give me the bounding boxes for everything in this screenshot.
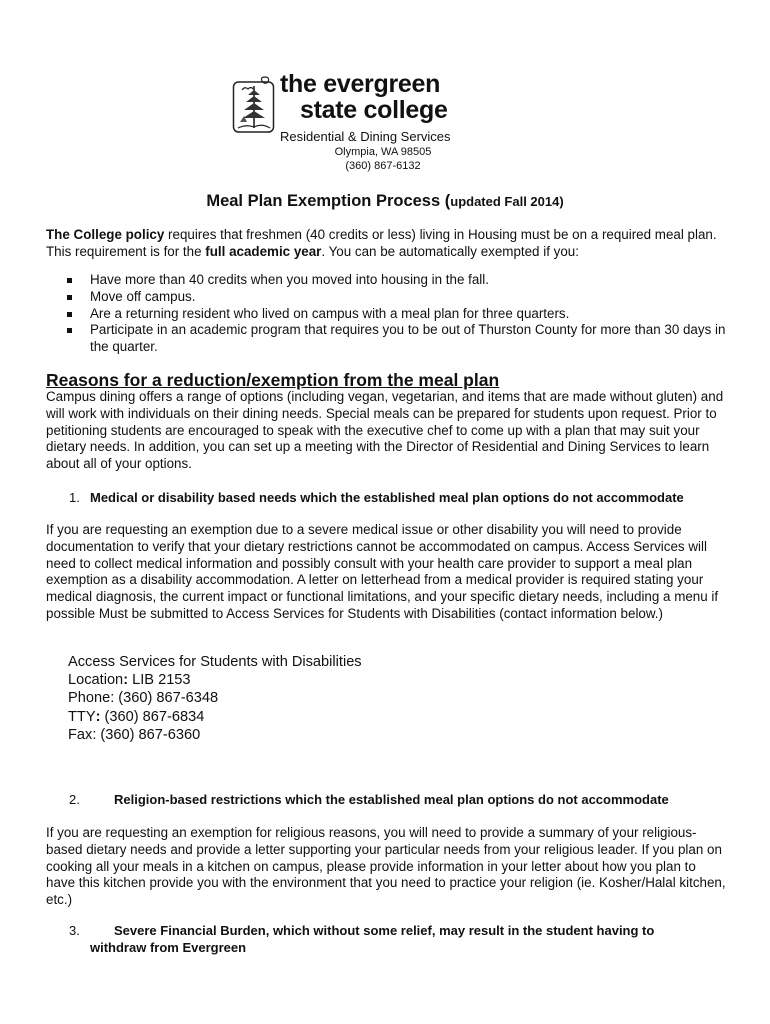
contact-name: Access Services for Students with Disabilities xyxy=(68,654,362,670)
intro-paragraph xyxy=(46,227,726,261)
contact-phone: Phone: (360) 867-6348 xyxy=(68,690,219,707)
exemption-bullet-list xyxy=(66,272,726,356)
evergreen-tree-logo-icon xyxy=(232,76,278,134)
page-title xyxy=(0,192,770,211)
section-body: Campus dining offers a range of options (including vegan, vegetarian, and items that are made without gluten) and will work with individuals on their dining needs. Special meals can be prepared for students upon request. Prior to petitioning students are encouraged to speak with the executive chef to come up with a plan that may suit your dietary needs. In addition, you can set up a meeting with the Director of Residential and Dining Services to learn about all of your options. xyxy=(46,389,724,472)
item-1-body: If you are requesting an exemption due to a severe medical issue or other disability you will need to provide documentation to verify that your dietary restrictions cannot be accommodated on campus. Access Services will need to collect medical information and possibly consult with your health care provider to support a meal plan exemption as a disability accommodation. A letter on letterhead from a medical provider is required stating your medical diagnosis, the current impact or functional limitations, and your specific dietary needs, including a menu if possible Must be submitted to Access Services for Students with Disabilities (contact information below.) xyxy=(46,522,719,621)
year-text: . You can be automatically exempted if you: xyxy=(321,243,579,259)
address-block xyxy=(0,145,770,173)
logo-line-department: Residential & Dining Services xyxy=(280,129,451,144)
list-item: Are a returning resident who lived on campus with a meal plan for three quarters. xyxy=(66,306,726,323)
access-services-contact xyxy=(68,653,362,744)
year-bold: full academic year xyxy=(205,243,322,259)
logo-line-state-college: state college xyxy=(300,96,448,124)
list-item: Participate in an academic program that requires you to be out of Thurston County for more than 30 days in the quarter. xyxy=(66,322,726,356)
title-main: Meal Plan Exemption Process ( xyxy=(206,192,451,210)
item-2-body: If you are requesting an exemption for religious reasons, you will need to provide a summary of your religious-based dietary needs and provide a letter supporting your particular needs from your religious leader. If you plan on cooking all your meals in a kitchen on campus, please provide information in your letter about how you plan to have this kitchen provide you with the environment that you need to practice your religion (ie. Kosher/Halal kitchen, etc.) xyxy=(46,825,726,908)
contact-fax: Fax: (360) 867-6360 xyxy=(68,726,201,743)
address-phone: (360) 867-6132 xyxy=(345,160,421,172)
item-3-heading-line1: Severe Financial Burden, which without some relief, may result in the student having to xyxy=(114,923,655,938)
item-1-number: 1. xyxy=(69,490,80,505)
item-2-heading: Religion-based restrictions which the established meal plan options do not accommodate xyxy=(114,792,669,807)
list-item: Have more than 40 credits when you moved into housing in the fall. xyxy=(66,272,726,289)
item-3-number: 3. xyxy=(69,923,80,938)
policy-text: requires that freshmen (40 credits or less) living in Housing must be on a required meal plan. This requirement is for the xyxy=(46,227,717,259)
list-item: Move off campus. xyxy=(66,289,726,306)
logo-line-the-evergreen: the evergreen xyxy=(280,70,441,98)
contact-tty: TTY: (360) 867-6834 xyxy=(68,708,205,725)
item-2-number: 2. xyxy=(69,792,80,807)
item-1-heading: Medical or disability based needs which the established meal plan options do not accommodate xyxy=(90,490,684,505)
contact-location: Location: LIB 2153 xyxy=(68,672,191,689)
title-suffix: updated Fall 2014) xyxy=(450,194,564,209)
policy-bold: The College policy xyxy=(46,227,165,242)
item-3-heading-line2: withdraw from Evergreen xyxy=(90,940,247,955)
section-heading: Reasons for a reduction/exemption from the meal plan xyxy=(46,370,500,390)
address-city: Olympia, WA 98505 xyxy=(334,146,432,158)
